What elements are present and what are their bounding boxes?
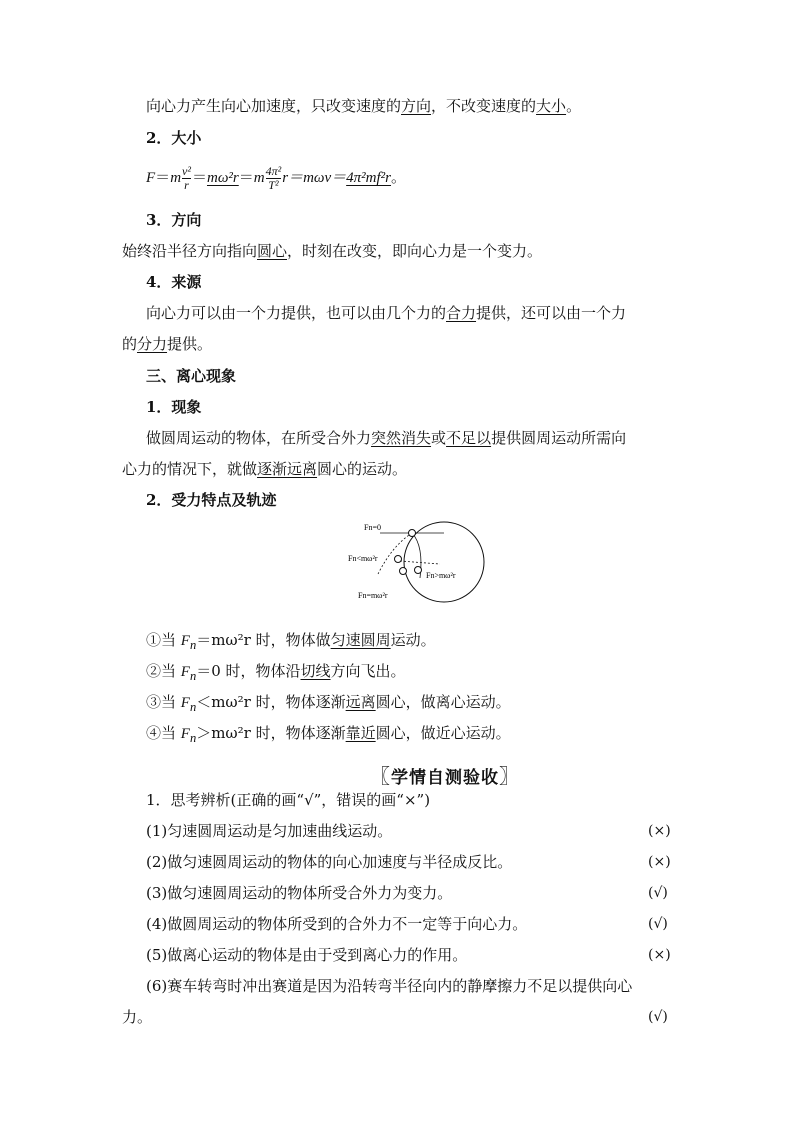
heading-phenomenon: 1．现象	[146, 398, 202, 416]
judgement-mark-1: (×)	[648, 823, 671, 839]
label-fn-less: Fn<mω²r	[348, 554, 378, 563]
fraction-4pi2-T2: $\frac{\text{4π²}}{\text{T²}}$	[265, 163, 282, 192]
case-2: ②当 $F_n=0$ 时，物体沿切线方向飞出。	[146, 662, 406, 683]
judgement-mark-6: (√)	[648, 1009, 668, 1025]
paragraph-phenomenon-1: 做圆周运动的物体，在所受合外力突然消失或不足以提供圆周运动所需向	[146, 429, 627, 447]
heading-direction: 3．方向	[146, 211, 202, 229]
judgement-item-6: (6)赛车转弯时冲出赛道是因为沿转弯半径向内的静摩擦力不足以提供向心	[146, 977, 633, 995]
paragraph-effect: 向心力产生向心加速度，只改变速度的方向，不改变速度的大小。	[146, 97, 582, 115]
heading-source: 4．来源	[146, 273, 202, 291]
section-title-self-test: 〖学情自测验收〗	[370, 764, 520, 788]
label-fn-greater: Fn>mω²r	[426, 571, 456, 580]
case-3: ③当 $F_n<m\omega^2r$ 时，物体逐渐远离圆心，做离心运动。	[146, 693, 511, 714]
judgement-item-1: (1)匀速圆周运动是匀加速曲线运动。	[146, 822, 393, 840]
judgement-item-2: (2)做匀速圆周运动的物体的向心加速度与半径成反比。	[146, 853, 513, 871]
judgement-item-3: (3)做匀速圆周运动的物体所受合外力为变力。	[146, 884, 453, 902]
paragraph-source-1: 向心力可以由一个力提供，也可以由几个力的合力提供，还可以由一个力	[146, 304, 627, 322]
formula-centripetal-force: F＝m $\frac{\text{v²}}{r}$ ＝mω²r＝m $\frac{\text{4π²}}{\text{T²}}$ r＝mωv＝4π²mf²r。	[146, 163, 407, 192]
paragraph-source-2: 的分力提供。	[122, 335, 213, 353]
judgement-mark-5: (×)	[648, 947, 671, 963]
label-fn-zero: Fn=0	[364, 523, 381, 532]
fraction-v2-r: $\frac{\text{v²}}{r}$	[182, 163, 191, 192]
centrifugal-diagram	[340, 516, 490, 606]
judgement-item-6-continued: 力。	[122, 1008, 153, 1026]
label-fn-equal: Fn=mω²r	[358, 591, 388, 600]
paragraph-phenomenon-2: 心力的情况下，就做逐渐远离圆心的运动。	[122, 460, 408, 478]
heading-size: 2．大小	[146, 129, 202, 147]
judgement-item-4: (4)做圆周运动的物体所受到的合外力不一定等于向心力。	[146, 915, 528, 933]
case-4: ④当 $F_n>m\omega^2r$ 时，物体逐渐靠近圆心，做近心运动。	[146, 724, 511, 745]
paragraph-direction: 始终沿半径方向指向圆心，时刻在改变，即向心力是一个变力。	[122, 242, 543, 260]
question-intro: 1．思考辨析(正确的画“√”，错误的画“×”)	[146, 791, 431, 809]
judgement-item-5: (5)做离心运动的物体是由于受到离心力的作用。	[146, 946, 468, 964]
judgement-mark-4: (√)	[648, 916, 668, 932]
heading-force-trajectory: 2．受力特点及轨迹	[146, 491, 277, 509]
heading-centrifugal: 三、离心现象	[146, 367, 237, 385]
judgement-mark-3: (√)	[648, 885, 668, 901]
case-1: ①当 $F_n=m\omega^2r$ 时，物体做匀速圆周运动。	[146, 631, 436, 652]
judgement-mark-2: (×)	[648, 854, 671, 870]
